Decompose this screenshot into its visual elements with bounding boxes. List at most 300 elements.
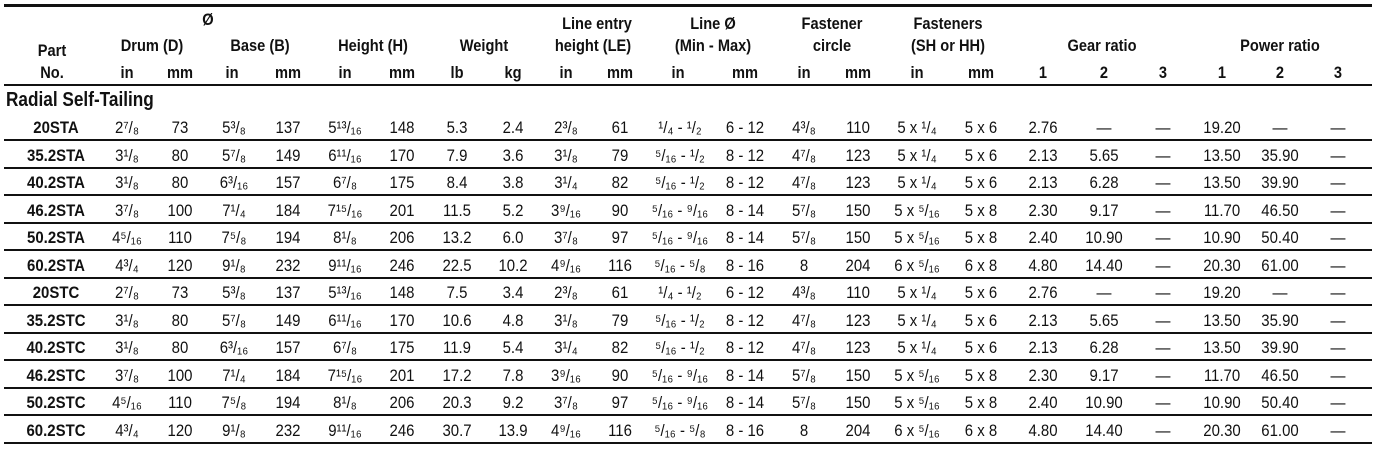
- header-weight: Weight: [459, 36, 509, 55]
- cell-power-2: 46.50: [1261, 365, 1299, 385]
- cell-weight-kg: 2.4: [502, 118, 524, 137]
- table-row: [4, 307, 1372, 334]
- top-rule: [4, 4, 1372, 7]
- cell-power-3: —: [1330, 283, 1346, 302]
- cell-gear-3: —: [1155, 200, 1171, 220]
- cell-drum-mm: 80: [171, 338, 189, 357]
- cell-fasteners-in: 5 x ¹/₄: [897, 173, 937, 192]
- cell-drum-in: 4³/₄: [115, 420, 139, 440]
- cell-gear-2: 6.28: [1089, 173, 1119, 192]
- cell-le-in: 3¹/₄: [554, 173, 578, 192]
- cell-line-mm: 6 - 12: [725, 283, 765, 302]
- cell-power-1: 19.20: [1203, 118, 1241, 137]
- cell-power-1: 20.30: [1203, 255, 1241, 275]
- cell-fasteners-in: 5 x ¹/₄: [897, 145, 937, 165]
- cell-power-2: 50.40: [1261, 393, 1299, 412]
- cell-le-in: 4⁹/₁₆: [551, 255, 581, 275]
- row-divider: [4, 442, 1372, 444]
- cell-fasteners-in: 5 x ⁵/₁₆: [894, 200, 940, 220]
- cell-weight-lb: 22.5: [442, 255, 472, 275]
- cell-circle-in: 4³/₈: [792, 118, 816, 137]
- cell-gear-3: —: [1155, 145, 1171, 165]
- cell-height-in: 6⁷/₈: [332, 338, 358, 357]
- cell-circle-in: 5⁷/₈: [791, 393, 817, 412]
- cell-height-mm: 246: [389, 420, 415, 440]
- table-row: [4, 197, 1372, 224]
- cell-gear-2: 9.17: [1089, 365, 1119, 385]
- cell-line-in: ⁵/₁₆ - ¹/₂: [655, 145, 705, 165]
- cell-gear-2: 6.28: [1089, 338, 1119, 357]
- cell-gear-3: —: [1155, 283, 1171, 302]
- cell-circle-mm: 123: [845, 145, 871, 165]
- cell-drum-mm: 110: [168, 393, 192, 412]
- cell-base-in: 6³/₁₆: [219, 338, 249, 357]
- unit-drum-mm: mm: [166, 63, 194, 82]
- cell-fasteners-mm: 5 x 6: [964, 145, 998, 165]
- cell-line-in: ⁵/₁₆ - ¹/₂: [655, 310, 705, 330]
- cell-weight-kg: 13.9: [498, 420, 528, 440]
- cell-line-mm: 8 - 16: [725, 255, 765, 275]
- cell-le-in: 3⁷/₈: [553, 393, 579, 412]
- cell-height-mm: 175: [389, 338, 415, 357]
- cell-circle-in: 5⁷/₈: [791, 228, 817, 247]
- cell-power-3: —: [1330, 420, 1346, 440]
- cell-gear-3: —: [1155, 393, 1171, 412]
- cell-fasteners-in: 5 x ¹/₄: [897, 283, 937, 302]
- cell-fasteners-in: 5 x ¹/₄: [897, 310, 937, 330]
- cell-power-2: 35.90: [1261, 310, 1299, 330]
- cell-fasteners-in: 5 x ⁵/₁₆: [894, 365, 940, 385]
- cell-weight-kg: 10.2: [498, 255, 528, 275]
- unit-weight-lb: lb: [450, 63, 464, 82]
- cell-fasteners-in: 5 x ⁵/₁₆: [894, 393, 940, 412]
- cell-part-no: 35.2STA: [27, 145, 85, 165]
- cell-weight-kg: 6.0: [502, 228, 524, 247]
- cell-fasteners-mm: 5 x 6: [964, 118, 998, 137]
- cell-le-in: 3⁹/₁₆: [551, 200, 581, 220]
- table-row: [4, 252, 1372, 279]
- cell-weight-lb: 13.2: [442, 228, 472, 247]
- cell-height-mm: 170: [389, 310, 415, 330]
- cell-weight-lb: 11.9: [442, 338, 472, 357]
- cell-drum-in: 3¹/₈: [115, 310, 139, 330]
- cell-base-in: 6³/₁₆: [219, 173, 249, 192]
- cell-line-mm: 8 - 12: [725, 338, 765, 357]
- cell-weight-lb: 30.7: [442, 420, 472, 440]
- cell-gear-1: 4.80: [1028, 420, 1058, 440]
- table-row: [4, 334, 1372, 361]
- cell-line-in: ⁵/₁₆ - ⁵/₈: [654, 420, 706, 440]
- cell-fasteners-in: 6 x ⁵/₁₆: [894, 420, 940, 440]
- cell-height-mm: 148: [389, 283, 415, 302]
- cell-base-in: 5³/₈: [222, 118, 246, 137]
- unit-le-mm: mm: [606, 63, 634, 82]
- header-line-entry-2: height (LE): [554, 36, 632, 55]
- cell-gear-3: —: [1155, 255, 1171, 275]
- cell-gear-1: 2.40: [1028, 228, 1058, 247]
- cell-part-no: 60.2STA: [27, 255, 85, 275]
- unit-power-2: 2: [1275, 63, 1285, 82]
- cell-line-in: ⁵/₁₆ - ¹/₂: [655, 338, 705, 357]
- cell-drum-in: 3⁷/₈: [114, 200, 140, 220]
- cell-circle-in: 4⁷/₈: [791, 338, 817, 357]
- cell-line-mm: 8 - 16: [725, 420, 765, 440]
- cell-weight-lb: 11.5: [442, 200, 472, 220]
- cell-power-3: —: [1330, 338, 1346, 357]
- cell-circle-in: 4⁷/₈: [791, 145, 817, 165]
- cell-power-2: 46.50: [1261, 200, 1299, 220]
- cell-height-in: 6¹¹/₁₆: [328, 145, 362, 165]
- cell-gear-2: 9.17: [1089, 200, 1119, 220]
- cell-drum-mm: 80: [171, 173, 189, 192]
- cell-power-3: —: [1330, 145, 1346, 165]
- cell-weight-lb: 7.9: [446, 145, 468, 165]
- cell-le-mm: 61: [611, 283, 629, 302]
- cell-le-in: 3¹/₄: [554, 338, 578, 357]
- cell-le-in: 3¹/₈: [554, 145, 578, 165]
- cell-fasteners-in: 6 x ⁵/₁₆: [894, 255, 940, 275]
- cell-height-in: 7¹⁵/₁₆: [327, 200, 363, 220]
- cell-gear-1: 2.13: [1028, 310, 1058, 330]
- cell-fasteners-mm: 5 x 6: [964, 173, 998, 192]
- cell-power-1: 10.90: [1203, 228, 1241, 247]
- cell-drum-mm: 100: [167, 365, 193, 385]
- cell-power-1: 13.50: [1203, 338, 1241, 357]
- cell-part-no: 46.2STA: [27, 200, 85, 220]
- cell-power-1: 20.30: [1203, 420, 1241, 440]
- cell-drum-in: 3¹/₈: [115, 173, 139, 192]
- cell-le-mm: 90: [611, 200, 629, 220]
- cell-line-in: ⁵/₁₆ - ⁹/₁₆: [651, 228, 709, 247]
- header-line-entry-1: Line entry: [562, 14, 632, 33]
- cell-gear-3: —: [1155, 173, 1171, 192]
- unit-fasteners-in: in: [910, 63, 924, 82]
- cell-weight-lb: 5.3: [446, 118, 468, 137]
- cell-base-mm: 137: [275, 283, 301, 302]
- cell-fasteners-mm: 5 x 8: [964, 365, 998, 385]
- cell-le-mm: 97: [611, 393, 629, 412]
- cell-gear-2: 10.90: [1085, 228, 1123, 247]
- cell-power-2: 39.90: [1261, 173, 1299, 192]
- cell-gear-1: 2.76: [1028, 283, 1058, 302]
- cell-height-mm: 201: [389, 365, 415, 385]
- header-gear-ratio: Gear ratio: [1067, 36, 1137, 55]
- cell-gear-2: 14.40: [1085, 255, 1123, 275]
- cell-weight-kg: 5.2: [502, 200, 524, 220]
- cell-le-mm: 79: [611, 310, 629, 330]
- cell-base-in: 5³/₈: [222, 283, 246, 302]
- unit-base-in: in: [225, 63, 239, 82]
- cell-base-in: 5⁷/₈: [221, 310, 247, 330]
- cell-power-1: 11.70: [1203, 365, 1241, 385]
- cell-fasteners-in: 5 x ¹/₄: [897, 338, 937, 357]
- cell-gear-1: 2.30: [1028, 365, 1058, 385]
- cell-drum-mm: 80: [171, 310, 189, 330]
- cell-part-no: 40.2STA: [27, 173, 85, 192]
- cell-height-mm: 206: [389, 228, 415, 247]
- cell-base-mm: 157: [275, 338, 301, 357]
- cell-le-in: 3⁷/₈: [553, 228, 579, 247]
- cell-line-in: ⁵/₁₆ - ⁹/₁₆: [651, 365, 709, 385]
- cell-base-in: 7⁵/₈: [221, 393, 247, 412]
- cell-gear-1: 2.13: [1028, 145, 1058, 165]
- cell-drum-mm: 110: [168, 228, 192, 247]
- cell-base-mm: 194: [275, 228, 301, 247]
- cell-circle-mm: 110: [846, 283, 870, 302]
- cell-weight-kg: 4.8: [502, 310, 524, 330]
- cell-circle-mm: 123: [845, 310, 871, 330]
- cell-base-mm: 232: [275, 420, 301, 440]
- header-base: Base (B): [230, 36, 290, 55]
- unit-le-in: in: [559, 63, 573, 82]
- cell-part-no: 50.2STC: [26, 393, 86, 412]
- cell-gear-1: 2.76: [1028, 118, 1058, 137]
- cell-height-in: 6¹¹/₁₆: [328, 310, 362, 330]
- cell-le-mm: 61: [611, 118, 629, 137]
- cell-drum-mm: 120: [167, 420, 193, 440]
- cell-power-2: —: [1272, 118, 1288, 137]
- cell-drum-in: 3¹/₈: [115, 145, 139, 165]
- cell-fasteners-mm: 6 x 8: [964, 420, 998, 440]
- cell-weight-kg: 3.6: [502, 145, 524, 165]
- cell-base-mm: 137: [275, 118, 301, 137]
- unit-gear-1: 1: [1038, 63, 1048, 82]
- unit-power-3: 3: [1333, 63, 1343, 82]
- cell-fasteners-mm: 6 x 8: [964, 255, 998, 275]
- cell-power-1: 13.50: [1203, 310, 1241, 330]
- cell-le-in: 3⁹/₁₆: [551, 365, 581, 385]
- unit-gear-3: 3: [1158, 63, 1168, 82]
- cell-gear-2: 5.65: [1089, 145, 1119, 165]
- cell-drum-in: 4⁵/₁₆: [112, 228, 142, 247]
- table-row: [4, 389, 1372, 416]
- cell-gear-2: 5.65: [1089, 310, 1119, 330]
- cell-height-in: 8¹/₈: [333, 228, 357, 247]
- cell-gear-3: —: [1155, 420, 1171, 440]
- cell-weight-kg: 5.4: [502, 338, 524, 357]
- cell-height-in: 5¹³/₁₆: [328, 283, 362, 302]
- unit-drum-in: in: [120, 63, 134, 82]
- cell-base-in: 7⁵/₈: [221, 228, 247, 247]
- cell-drum-in: 2⁷/₈: [114, 283, 140, 302]
- unit-line-mm: mm: [731, 63, 759, 82]
- cell-gear-2: 14.40: [1085, 420, 1123, 440]
- cell-le-in: 2³/₈: [554, 283, 578, 302]
- cell-power-1: 13.50: [1203, 173, 1241, 192]
- cell-line-in: ¹/₄ - ¹/₂: [658, 283, 702, 302]
- cell-circle-mm: 204: [845, 420, 871, 440]
- cell-le-mm: 82: [611, 338, 629, 357]
- cell-height-mm: 175: [389, 173, 415, 192]
- cell-circle-mm: 150: [845, 228, 871, 247]
- cell-circle-in: 5⁷/₈: [791, 365, 817, 385]
- cell-circle-mm: 150: [845, 393, 871, 412]
- cell-part-no: 40.2STC: [26, 338, 86, 357]
- header-rule: [4, 84, 1372, 86]
- cell-power-3: —: [1330, 200, 1346, 220]
- cell-weight-lb: 8.4: [446, 173, 468, 192]
- cell-power-3: —: [1330, 118, 1346, 137]
- cell-base-mm: 194: [275, 393, 301, 412]
- cell-circle-mm: 123: [845, 173, 871, 192]
- cell-base-in: 7¹/₄: [222, 365, 246, 385]
- table-row: [4, 169, 1372, 196]
- cell-circle-mm: 150: [845, 200, 871, 220]
- cell-part-no: 60.2STC: [26, 420, 86, 440]
- cell-le-mm: 90: [611, 365, 629, 385]
- unit-base-mm: mm: [274, 63, 302, 82]
- cell-le-mm: 97: [611, 228, 629, 247]
- cell-le-mm: 116: [608, 420, 632, 440]
- cell-gear-2: —: [1096, 283, 1112, 302]
- table-row: [4, 279, 1372, 306]
- table-row: [4, 142, 1372, 169]
- cell-fasteners-mm: 5 x 8: [964, 393, 998, 412]
- header-line-dia-2: (Min - Max): [674, 36, 752, 55]
- cell-power-2: —: [1272, 283, 1288, 302]
- cell-gear-1: 2.13: [1028, 338, 1058, 357]
- cell-power-2: 39.90: [1261, 338, 1299, 357]
- cell-height-in: 9¹¹/₁₆: [328, 420, 362, 440]
- cell-drum-mm: 73: [171, 118, 189, 137]
- cell-fasteners-mm: 5 x 6: [964, 338, 998, 357]
- cell-weight-kg: 9.2: [502, 393, 524, 412]
- cell-power-3: —: [1330, 365, 1346, 385]
- cell-base-mm: 149: [275, 145, 301, 165]
- cell-part-no: 20STC: [32, 283, 80, 302]
- cell-height-in: 7¹⁵/₁₆: [327, 365, 363, 385]
- cell-circle-in: 4⁷/₈: [791, 310, 817, 330]
- header-fastener-circle-2: circle: [812, 36, 852, 55]
- cell-power-3: —: [1330, 310, 1346, 330]
- cell-base-mm: 157: [275, 173, 301, 192]
- cell-height-in: 9¹¹/₁₆: [328, 255, 362, 275]
- cell-gear-3: —: [1155, 228, 1171, 247]
- cell-circle-in: 5⁷/₈: [791, 200, 817, 220]
- cell-weight-lb: 17.2: [442, 365, 472, 385]
- cell-part-no: 50.2STA: [27, 228, 85, 247]
- cell-drum-mm: 100: [167, 200, 193, 220]
- cell-power-3: —: [1330, 393, 1346, 412]
- header-power-ratio: Power ratio: [1240, 36, 1320, 55]
- cell-line-mm: 6 - 12: [725, 118, 765, 137]
- cell-drum-mm: 120: [167, 255, 193, 275]
- cell-circle-in: 8: [799, 255, 809, 275]
- cell-weight-kg: 3.8: [502, 173, 524, 192]
- unit-weight-kg: kg: [504, 63, 522, 82]
- cell-line-mm: 8 - 14: [725, 393, 765, 412]
- cell-le-mm: 116: [608, 255, 632, 275]
- cell-power-3: —: [1330, 228, 1346, 247]
- cell-base-in: 5⁷/₈: [221, 145, 247, 165]
- cell-power-1: 11.70: [1203, 200, 1241, 220]
- cell-weight-lb: 7.5: [446, 283, 468, 302]
- cell-weight-kg: 7.8: [502, 365, 524, 385]
- cell-drum-mm: 80: [171, 145, 189, 165]
- cell-line-in: ⁵/₁₆ - ⁵/₈: [654, 255, 706, 275]
- cell-base-mm: 232: [275, 255, 301, 275]
- cell-circle-mm: 123: [845, 338, 871, 357]
- cell-height-mm: 246: [389, 255, 415, 275]
- header-height: Height (H): [338, 36, 408, 55]
- cell-part-no: 46.2STC: [26, 365, 86, 385]
- cell-base-mm: 184: [275, 365, 301, 385]
- unit-height-in: in: [338, 63, 352, 82]
- unit-gear-2: 2: [1099, 63, 1109, 82]
- cell-circle-mm: 150: [845, 365, 871, 385]
- cell-part-no: 20STA: [33, 118, 79, 137]
- section-title: Radial Self-Tailing: [6, 89, 154, 111]
- cell-height-in: 6⁷/₈: [332, 173, 358, 192]
- cell-height-mm: 170: [389, 145, 415, 165]
- cell-drum-in: 3¹/₈: [115, 338, 139, 357]
- unit-line-in: in: [671, 63, 685, 82]
- header-fastener-circle-1: Fastener: [801, 14, 863, 33]
- header-fasteners-1: Fasteners: [913, 14, 983, 33]
- header-drum: Drum (D): [120, 36, 184, 55]
- cell-circle-in: 4³/₈: [792, 283, 816, 302]
- cell-height-mm: 201: [389, 200, 415, 220]
- cell-fasteners-in: 5 x ⁵/₁₆: [894, 228, 940, 247]
- cell-le-mm: 82: [611, 173, 629, 192]
- cell-drum-in: 4³/₄: [115, 255, 139, 275]
- cell-fasteners-mm: 5 x 6: [964, 310, 998, 330]
- header-line-dia-1: Line Ø: [690, 14, 736, 33]
- cell-le-in: 4⁹/₁₆: [551, 420, 581, 440]
- cell-power-1: 19.20: [1203, 283, 1241, 302]
- cell-line-in: ⁵/₁₆ - ¹/₂: [655, 173, 705, 192]
- cell-circle-in: 4⁷/₈: [791, 173, 817, 192]
- cell-line-mm: 8 - 14: [725, 200, 765, 220]
- cell-gear-3: —: [1155, 338, 1171, 357]
- cell-fasteners-mm: 5 x 8: [964, 228, 998, 247]
- cell-gear-2: 10.90: [1085, 393, 1123, 412]
- cell-height-in: 5¹³/₁₆: [328, 118, 362, 137]
- cell-height-mm: 148: [389, 118, 415, 137]
- header-part-1: Part: [37, 41, 67, 60]
- unit-circle-in: in: [797, 63, 811, 82]
- cell-le-in: 3¹/₈: [554, 310, 578, 330]
- cell-power-1: 13.50: [1203, 145, 1241, 165]
- cell-base-mm: 184: [275, 200, 301, 220]
- cell-power-2: 61.00: [1261, 420, 1299, 440]
- table-row: [4, 114, 1372, 141]
- cell-circle-mm: 110: [846, 118, 870, 137]
- cell-gear-3: —: [1155, 118, 1171, 137]
- cell-le-mm: 79: [611, 145, 629, 165]
- cell-height-in: 8¹/₈: [333, 393, 357, 412]
- table-row: [4, 224, 1372, 251]
- cell-power-1: 10.90: [1203, 393, 1241, 412]
- cell-base-in: 9¹/₈: [222, 255, 246, 275]
- cell-gear-1: 2.40: [1028, 393, 1058, 412]
- cell-base-in: 7¹/₄: [222, 200, 246, 220]
- cell-line-in: ⁵/₁₆ - ⁹/₁₆: [651, 200, 709, 220]
- cell-power-2: 35.90: [1261, 145, 1299, 165]
- table-row: [4, 362, 1372, 389]
- cell-line-in: ¹/₄ - ¹/₂: [658, 118, 702, 137]
- cell-fasteners-mm: 5 x 6: [964, 283, 998, 302]
- cell-drum-in: 4⁵/₁₆: [112, 393, 142, 412]
- cell-base-in: 9¹/₈: [222, 420, 246, 440]
- cell-line-mm: 8 - 14: [725, 228, 765, 247]
- cell-power-3: —: [1330, 255, 1346, 275]
- cell-gear-3: —: [1155, 310, 1171, 330]
- cell-power-3: —: [1330, 173, 1346, 192]
- cell-fasteners-mm: 5 x 8: [964, 200, 998, 220]
- cell-fasteners-in: 5 x ¹/₄: [897, 118, 937, 137]
- cell-part-no: 35.2STC: [26, 310, 86, 330]
